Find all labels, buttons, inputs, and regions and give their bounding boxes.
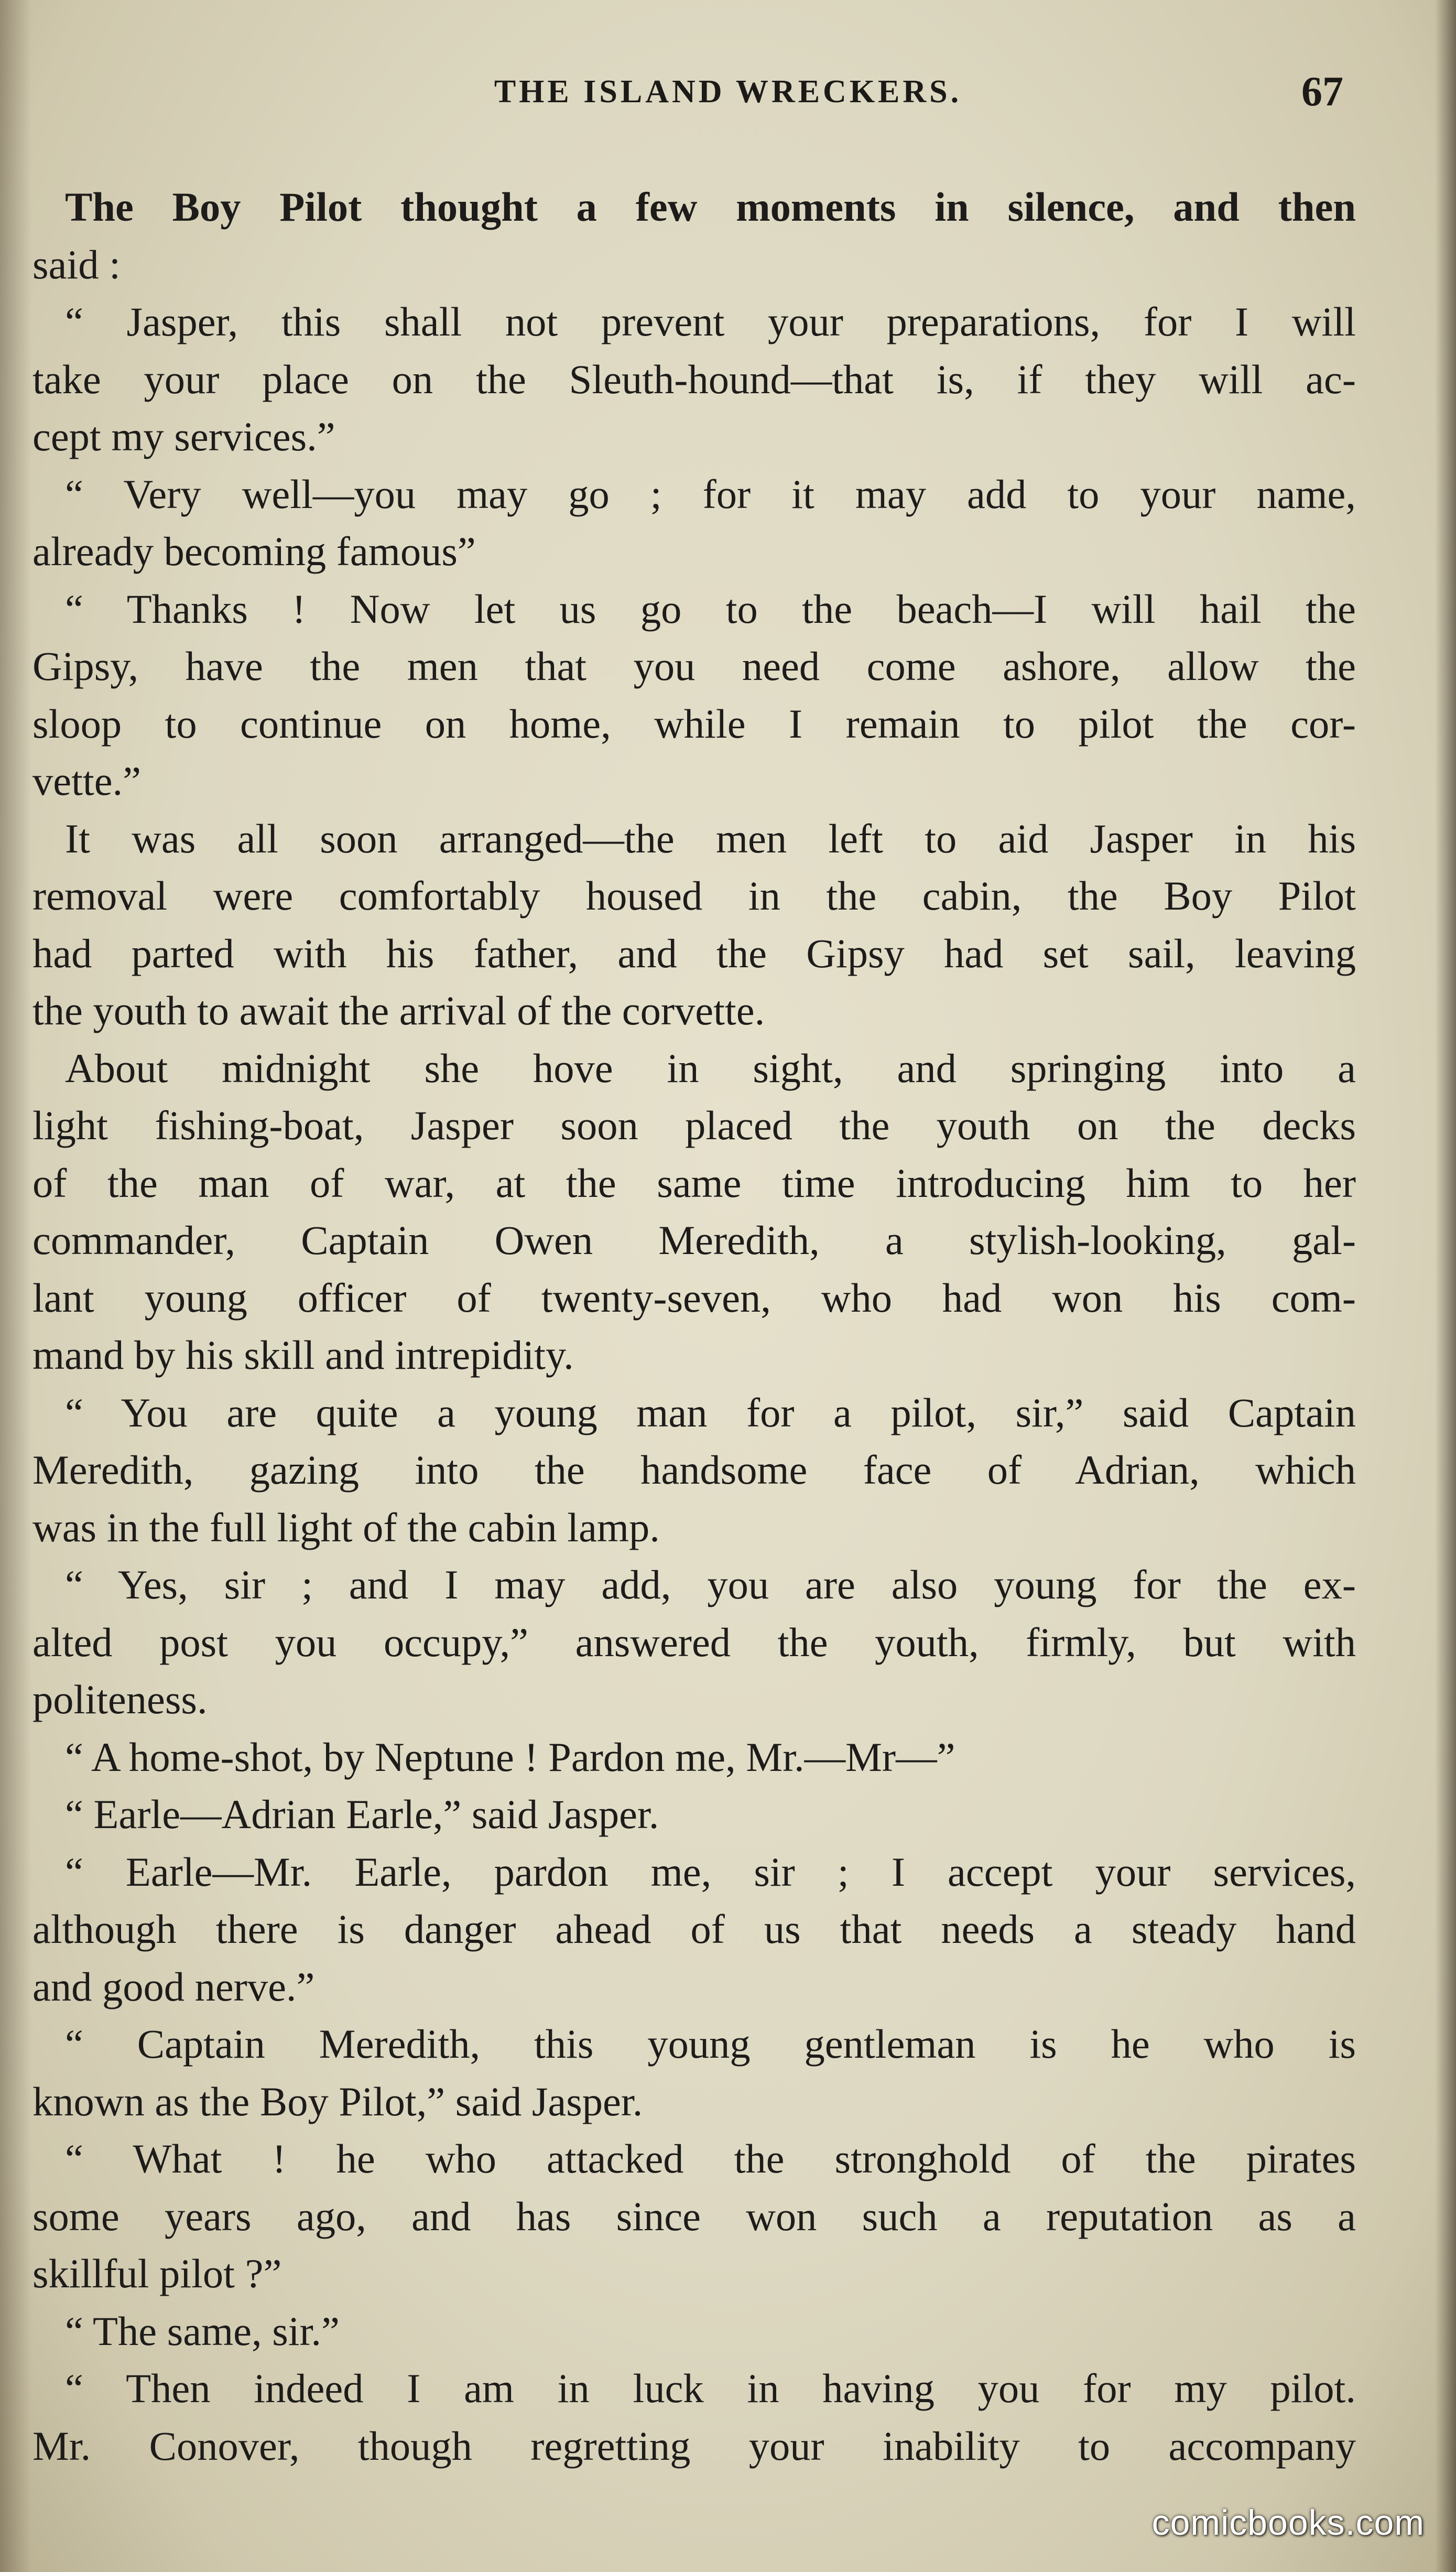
text-line: skillful pilot ?” — [32, 2251, 282, 2296]
text-line: “ Earle—Adrian Earle,” said Jasper. — [65, 1791, 659, 1837]
text-line: vette.” — [32, 758, 142, 804]
text-line: “ Thanks ! Now let us go to the beach—I will hail the — [65, 586, 1356, 632]
text-line: Mr. Conover, though regretting your inability to accompany — [32, 2423, 1356, 2469]
text-line: sloop to continue on home, while I remain to pilot the cor- — [32, 700, 1356, 747]
text-line: “ The same, sir.” — [65, 2308, 340, 2354]
text-line: “ Then indeed I am in luck in having you for my pilot. — [65, 2365, 1356, 2411]
running-title: THE ISLAND WRECKERS. — [494, 74, 962, 110]
text-line: The Boy Pilot thought a few moments in silence, and then — [65, 184, 1356, 230]
text-line: alted post you occupy,” answered the youth, firmly, but with — [32, 1619, 1356, 1665]
text-line: was in the full light of the cabin lamp. — [32, 1504, 660, 1550]
text-line: “ What ! he who attacked the stronghold of the pirates — [65, 2136, 1356, 2181]
watermark: comicbooks.com — [1151, 2503, 1425, 2543]
text-line: already becoming famous” — [32, 528, 476, 574]
page-edge-shadow — [1435, 0, 1456, 2572]
text-line: Gipsy, have the men that you need come ashore, allow the — [32, 643, 1356, 689]
text-line: “ Jasper, this shall not prevent your preparations, for I will — [65, 299, 1356, 344]
text-line: and good nerve.” — [32, 1963, 315, 2009]
text-line: “ Yes, sir ; and I may add, you are also young for the ex- — [65, 1562, 1356, 1607]
text-line: politeness. — [32, 1677, 208, 1722]
text-line: had parted with his father, and the Gipsy had set sail, leaving — [32, 930, 1356, 976]
text-line: “ Earle—Mr. Earle, pardon me, sir ; I accept your services, — [65, 1849, 1356, 1895]
page-header — [0, 69, 1456, 121]
body-text — [32, 178, 1356, 2474]
text-line: removal were comfortably housed in the cabin, the Boy Pilot — [32, 873, 1356, 918]
text-line: known as the Boy Pilot,” said Jasper. — [32, 2078, 643, 2124]
text-line: “ You are quite a young man for a pilot, sir,” said Captain — [65, 1389, 1356, 1435]
text-line: “ A home-shot, by Neptune ! Pardon me, Mr.—Mr—” — [65, 1734, 955, 1780]
text-line: some years ago, and has since won such a reputation as a — [32, 2193, 1356, 2239]
text-line: take your place on the Sleuth-hound—that is, if they will ac- — [32, 356, 1356, 402]
page-number: 67 — [1301, 69, 1343, 115]
text-line: About midnight she hove in sight, and springing into a — [65, 1045, 1356, 1091]
text-line: mand by his skill and intrepidity. — [32, 1332, 574, 1378]
text-line: “ Very well—you may go ; for it may add to your name, — [65, 471, 1356, 517]
text-line: light fishing-boat, Jasper soon placed the youth on the decks — [32, 1103, 1356, 1148]
text-line: lant young officer of twenty-seven, who had won his com- — [32, 1274, 1356, 1321]
text-line: of the man of war, at the same time introducing him to her — [32, 1160, 1356, 1206]
text-line: cept my services.” — [32, 414, 335, 459]
text-line: It was all soon arranged—the men left to aid Jasper in his — [65, 815, 1356, 861]
text-line: the youth to await the arrival of the corvette. — [32, 988, 765, 1033]
text-line: although there is danger ahead of us that needs a steady hand — [32, 1906, 1356, 1952]
text-line: “ Captain Meredith, this young gentleman is he who is — [65, 2021, 1356, 2067]
text-line: said : — [32, 241, 121, 287]
page-gutter-shadow — [0, 0, 31, 2572]
text-line: Meredith, gazing into the handsome face of Adrian, which — [32, 1447, 1356, 1493]
text-line: commander, Captain Owen Meredith, a stylish-looking, gal- — [32, 1217, 1356, 1263]
